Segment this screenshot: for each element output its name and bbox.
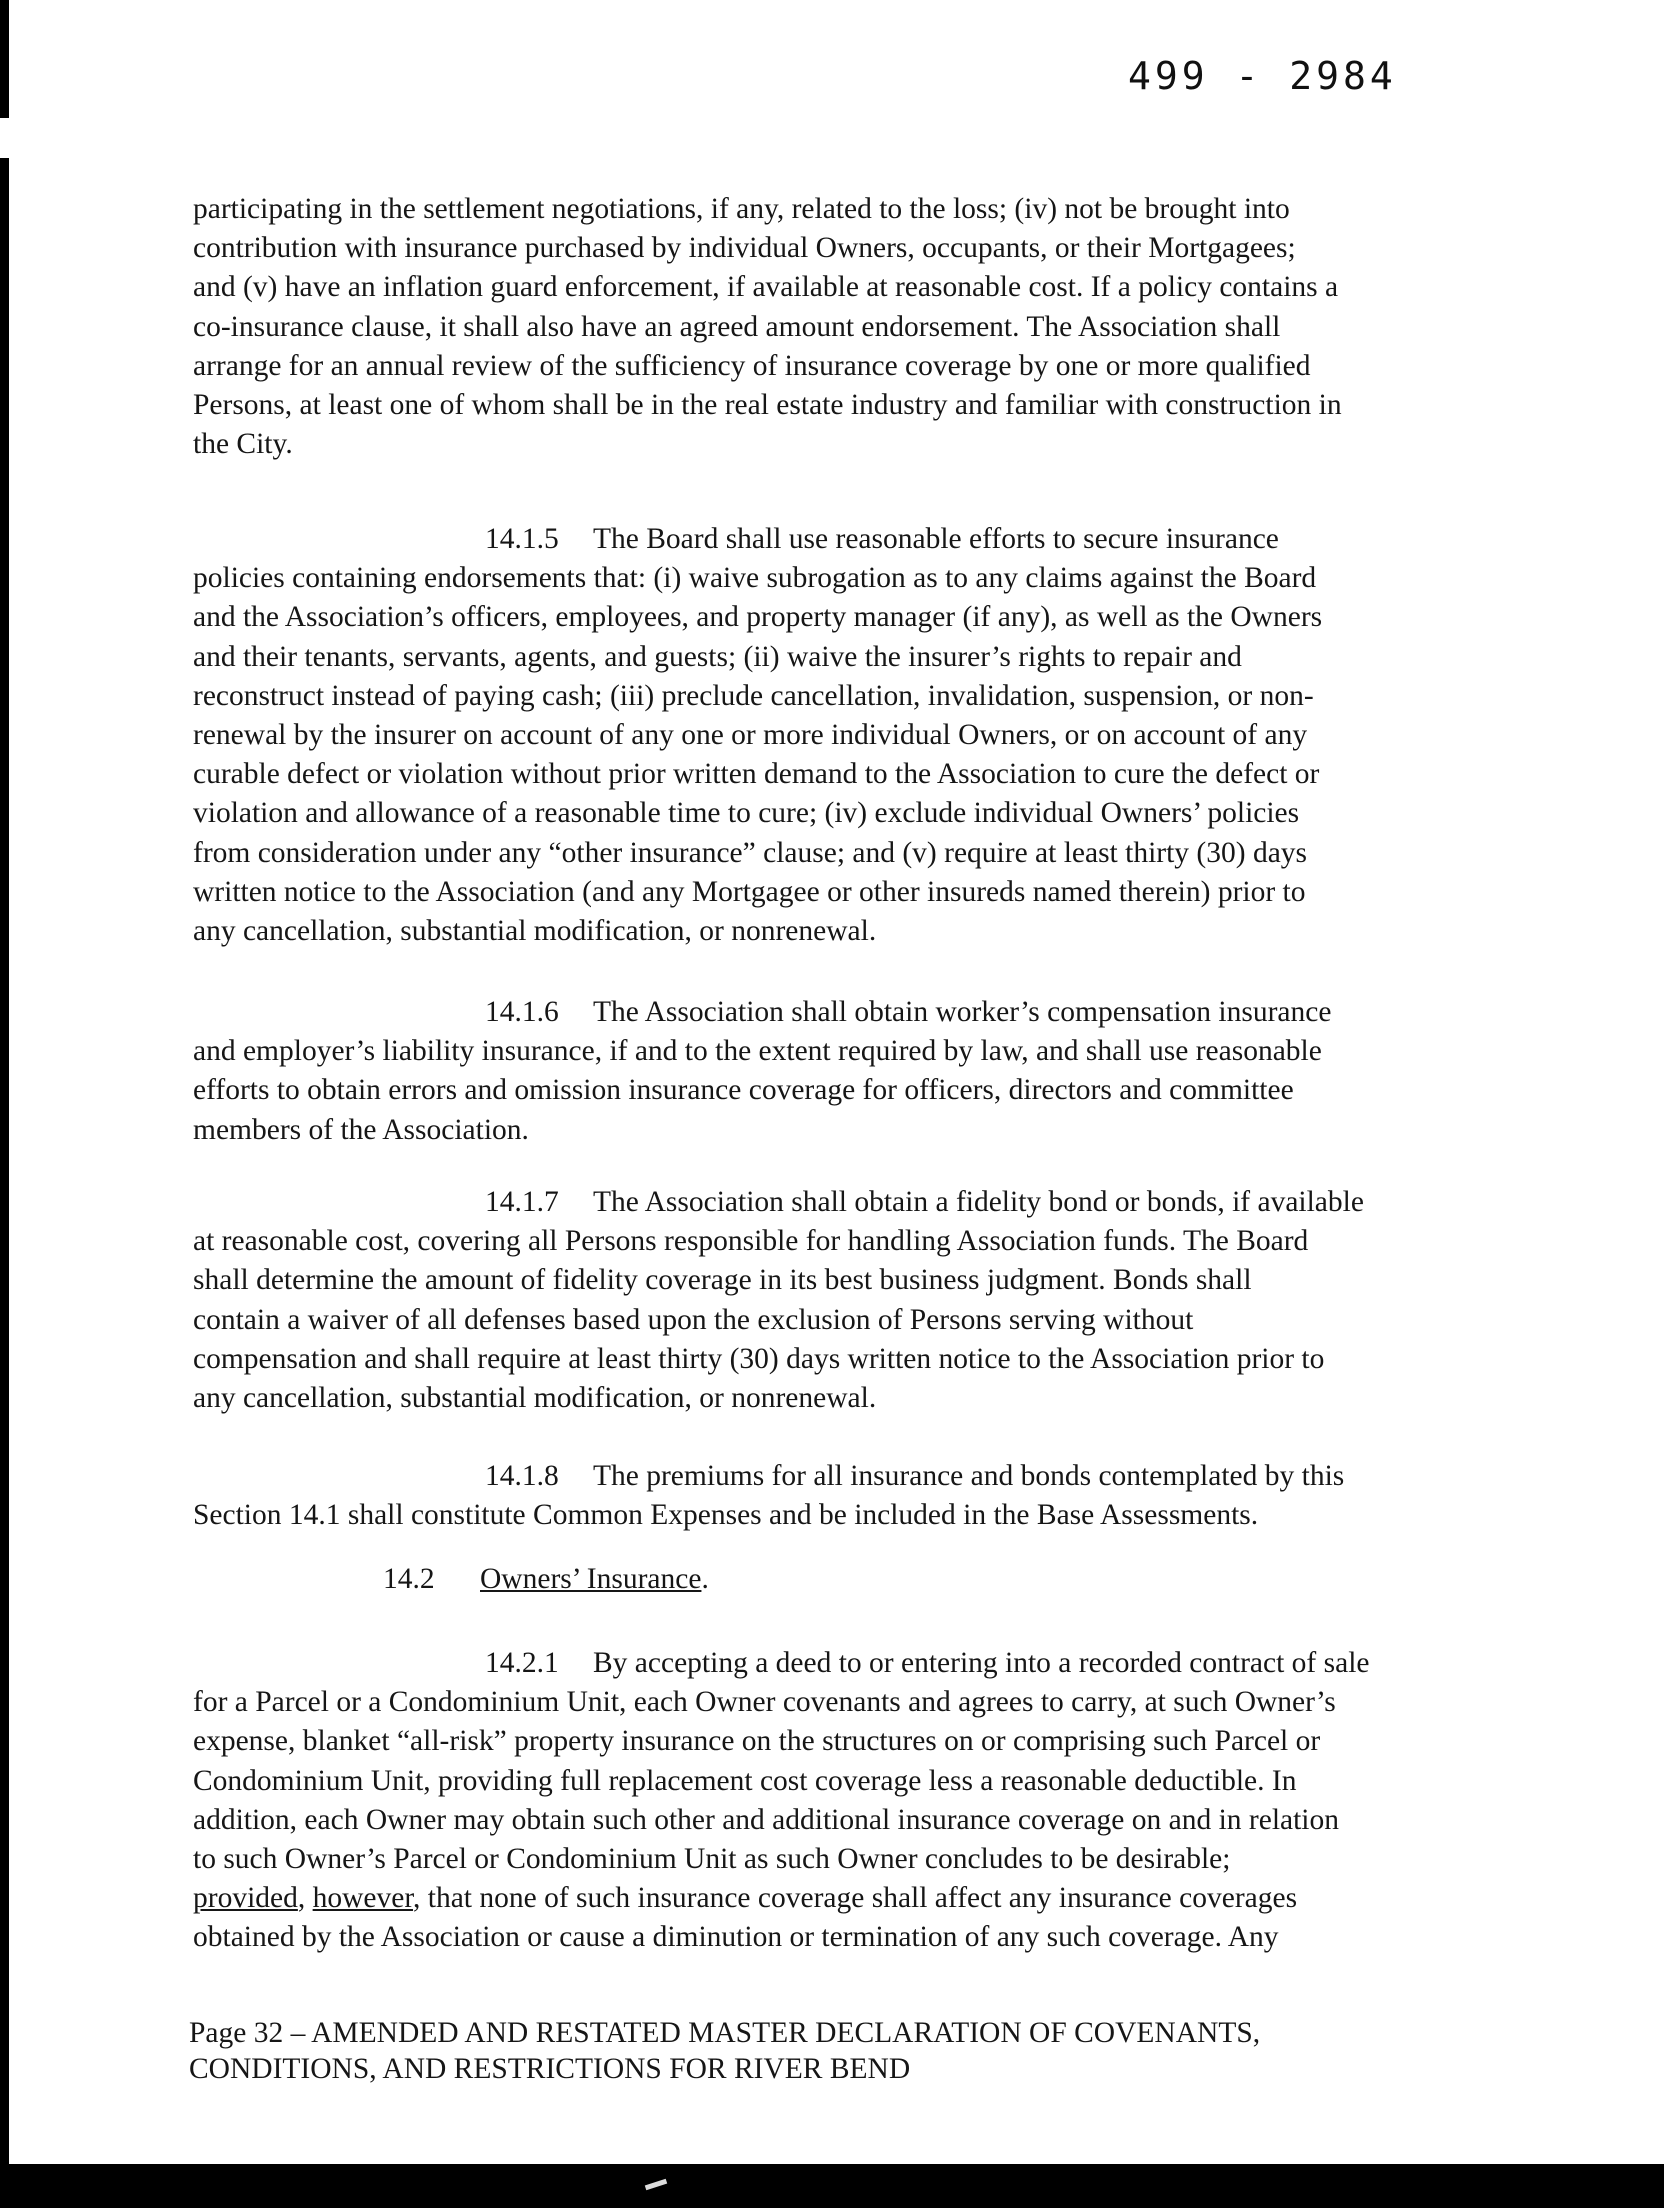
intro-paragraph <box>193 190 1455 464</box>
scan-left-edge <box>0 0 9 2208</box>
text-line: Section 14.1 shall constitute Common Expenses and be included in the Base Assessments. <box>193 1499 1259 1532</box>
section-14-1-6 <box>193 993 1455 1150</box>
text-line: and employer’s liability insurance, if and to the extent required by law, and shall use reasonable <box>193 1035 1322 1068</box>
proviso-rest: , that none of such insurance coverage shall affect any insurance coverages <box>413 1882 1298 1915</box>
text-line: contain a waiver of all defenses based upon the exclusion of Persons serving without <box>193 1303 1194 1336</box>
text-line: curable defect or violation without prior written demand to the Association to cure the defect or <box>193 758 1320 791</box>
page-footer <box>189 2015 1260 2087</box>
text-line: By accepting a deed to or entering into a recorded contract of sale <box>593 1647 1370 1679</box>
section-title: Owners’ Insurance <box>480 1563 702 1595</box>
section-number: 14.1.7 <box>485 1186 559 1218</box>
footer-line-1: Page 32 – AMENDED AND RESTATED MASTER DECLARATION OF COVENANTS, <box>189 2017 1261 2049</box>
text-line: Condominium Unit, providing full replacement cost coverage less a reasonable deductible. In <box>193 1764 1297 1797</box>
proviso-comma: , <box>297 1882 313 1915</box>
section-first-line <box>193 993 1455 1032</box>
text-line: violation and allowance of a reasonable time to cure; (iv) exclude individual Owners’ policies <box>193 797 1300 830</box>
text-line: shall determine the amount of fidelity coverage in its best business judgment. Bonds shall <box>193 1264 1252 1297</box>
scan-speck <box>645 2179 667 2191</box>
text-line: at reasonable cost, covering all Persons responsible for handling Association funds. The Board <box>193 1225 1309 1258</box>
section-14-2-1 <box>193 1644 1455 1958</box>
section-14-1-5 <box>193 520 1455 951</box>
proviso-however: however <box>312 1882 414 1915</box>
text-line: obtained by the Association or cause a diminution or termination of any such coverage. Any <box>193 1921 1279 1954</box>
section-number: 14.2 <box>383 1563 435 1595</box>
text-line: The premiums for all insurance and bonds contemplated by this <box>593 1460 1345 1492</box>
text-line: members of the Association. <box>193 1113 529 1146</box>
text-line: participating in the settlement negotiations, if any, related to the loss; (iv) not be brought into <box>193 193 1290 225</box>
section-number: 14.1.5 <box>485 523 559 555</box>
scan-left-edge-gap <box>0 118 9 158</box>
proviso-line <box>193 1879 1455 1918</box>
text-line: and (v) have an inflation guard enforcement, if available at reasonable cost. If a policy contains a <box>193 271 1339 304</box>
text-line: efforts to obtain errors and omission insurance coverage for officers, directors and committee <box>193 1074 1294 1107</box>
section-14-2-heading <box>383 1560 709 1599</box>
text-line: to such Owner’s Parcel or Condominium Unit as such Owner concludes to be desirable; <box>193 1843 1231 1876</box>
text-line: for a Parcel or a Condominium Unit, each Owner covenants and agrees to carry, at such Owner’s <box>193 1686 1336 1719</box>
text-line: any cancellation, substantial modification, or nonrenewal. <box>193 1382 877 1415</box>
section-number: 14.1.6 <box>485 996 559 1028</box>
text-line: addition, each Owner may obtain such other and additional insurance coverage on and in relation <box>193 1803 1340 1836</box>
text-line: arrange for an annual review of the sufficiency of insurance coverage by one or more qualified <box>193 349 1311 382</box>
text-line: contribution with insurance purchased by individual Owners, occupants, or their Mortgagees; <box>193 232 1296 265</box>
text-line: expense, blanket “all-risk” property insurance on the structures on or comprising such Parcel or <box>193 1725 1321 1758</box>
section-first-line <box>193 1183 1455 1222</box>
section-number: 14.2.1 <box>485 1647 559 1679</box>
text-line: The Association shall obtain worker’s compensation insurance <box>593 996 1332 1028</box>
text-line: renewal by the insurer on account of any one or more individual Owners, or on account of any <box>193 719 1308 752</box>
text-line: Persons, at least one of whom shall be in the real estate industry and familiar with construction in <box>193 389 1342 422</box>
text-line: compensation and shall require at least thirty (30) days written notice to the Association prior to <box>193 1342 1325 1375</box>
text-line: any cancellation, substantial modification, or nonrenewal. <box>193 915 877 948</box>
section-first-line <box>193 1457 1455 1496</box>
section-14-1-8 <box>193 1457 1455 1535</box>
text-line: and their tenants, servants, agents, and guests; (ii) waive the insurer’s rights to repair and <box>193 640 1242 673</box>
text-line: co-insurance clause, it shall also have an agreed amount endorsement. The Association shall <box>193 310 1281 343</box>
footer-line-2: CONDITIONS, AND RESTRICTIONS FOR RIVER BEND <box>189 2053 911 2085</box>
text-line: the City. <box>193 428 293 461</box>
document-stamp-number: 499 - 2984 <box>1128 54 1397 98</box>
text-line: The Association shall obtain a fidelity bond or bonds, if available <box>593 1186 1364 1218</box>
text-line: written notice to the Association (and any Mortgagee or other insureds named therein) prior to <box>193 875 1306 908</box>
text-line: The Board shall use reasonable efforts to secure insurance <box>593 523 1279 555</box>
section-number: 14.1.8 <box>485 1460 559 1492</box>
section-14-1-7 <box>193 1183 1455 1418</box>
proviso-provided: provided <box>193 1882 298 1915</box>
scan-bottom-edge <box>0 2164 1664 2208</box>
section-first-line <box>193 520 1455 559</box>
text-line: and the Association’s officers, employees, and property manager (if any), as well as the Owners <box>193 601 1323 634</box>
text-line: from consideration under any “other insurance” clause; and (v) require at least thirty (30) days <box>193 836 1308 869</box>
section-title-period: . <box>701 1563 709 1595</box>
text-line: policies containing endorsements that: (i) waive subrogation as to any claims against the Board <box>193 562 1317 595</box>
section-first-line <box>193 1644 1455 1683</box>
text-line: reconstruct instead of paying cash; (iii) preclude cancellation, invalidation, suspension, or non- <box>193 679 1314 712</box>
